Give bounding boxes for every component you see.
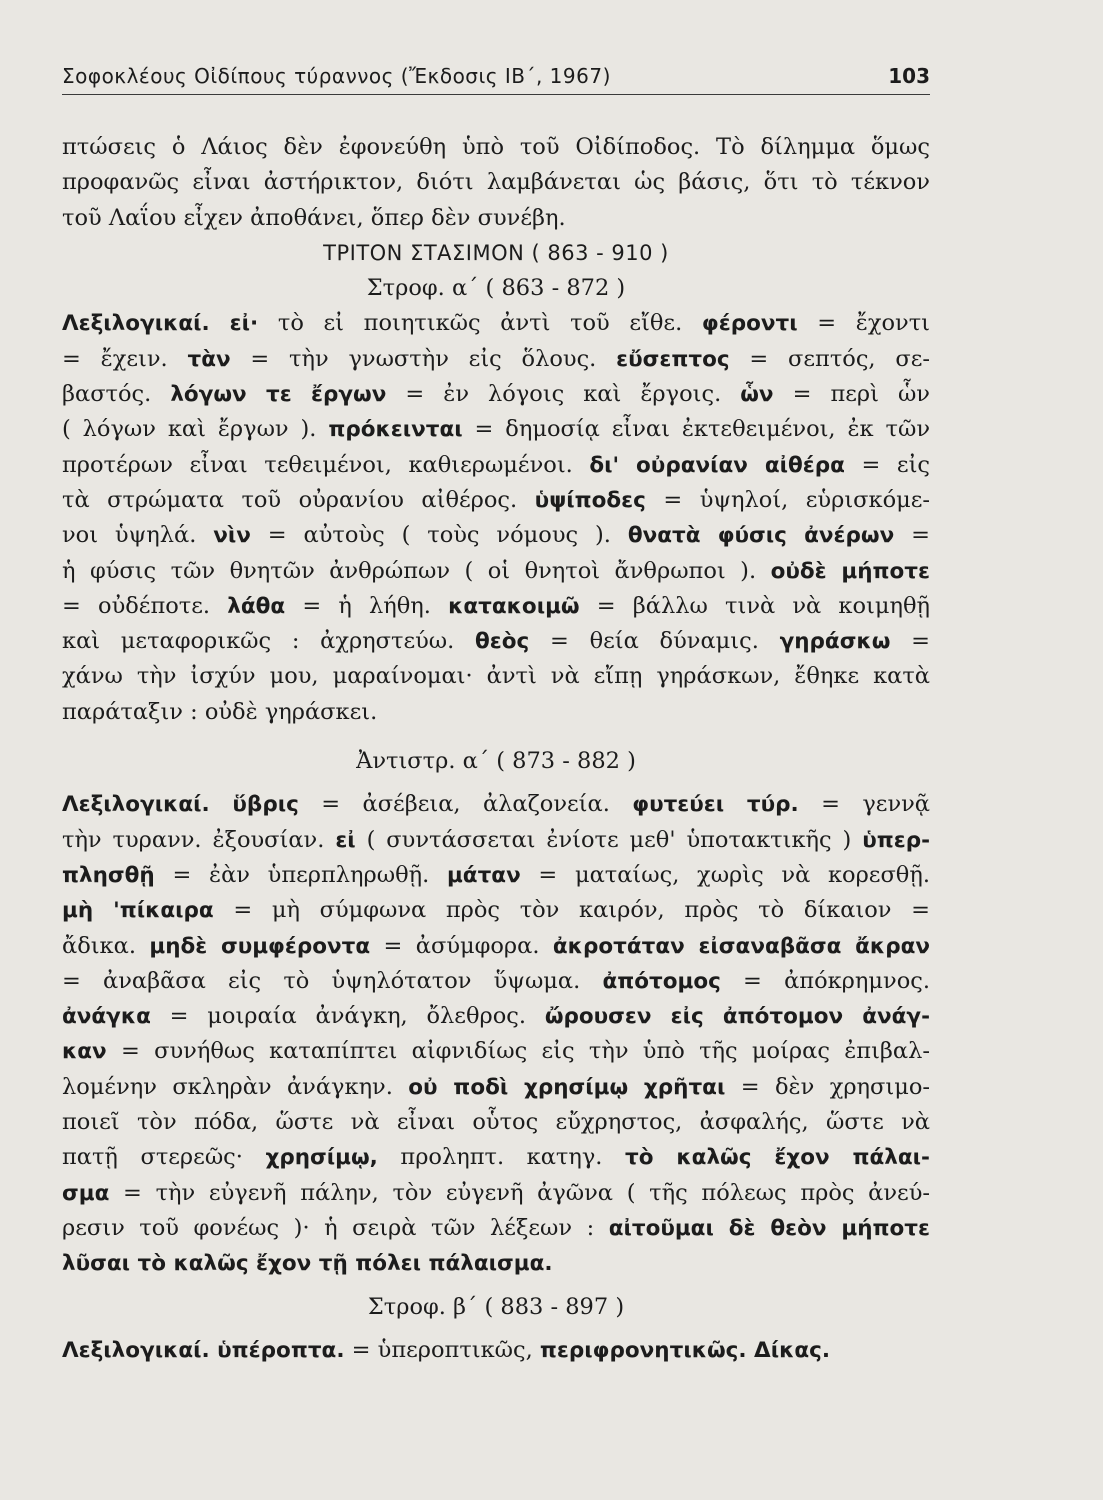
glossary-line — [62, 1176, 930, 1211]
gloss-text: = — [890, 628, 930, 655]
gloss-text: = ὑψηλοί, εὑρισκόμε- — [645, 486, 930, 513]
lemma: εἰ — [335, 827, 356, 853]
lemma: φυτεύει τύρ. — [632, 792, 799, 818]
lemma: ὧν — [740, 382, 774, 408]
glossary-line — [62, 483, 930, 518]
gloss-text: = ἡ λήθη. — [285, 592, 449, 619]
gloss-text: = σεπτός, σε- — [729, 345, 930, 372]
lemma: μάταν — [446, 862, 521, 888]
gloss-text: = ἐὰν ὑπερπληρωθῇ. — [154, 861, 447, 888]
glossary-line — [62, 624, 930, 659]
gloss-text: = μὴ σύμφωνα πρὸς τὸν καιρόν, πρὸς τὸ δίκαιον = — [213, 897, 930, 924]
glossary-line — [62, 377, 930, 412]
lemma: οὐδὲ μήποτε — [770, 558, 930, 584]
gloss-text: = ἐν λόγοις καὶ ἔργοις. — [386, 381, 741, 408]
glossary-line — [62, 695, 930, 730]
lemma: πρόκεινται — [328, 417, 463, 443]
gloss-text: βαστός. — [62, 381, 171, 408]
page-body — [62, 130, 930, 1368]
gloss-text: = ματαίως, χωρὶς νὰ κορεσθῇ. — [520, 861, 930, 888]
glossary-line — [62, 964, 930, 999]
gloss-text: ( συντάσσεται ἐνίοτε μεθ' ὑποτακτικῆς ) — [355, 826, 863, 853]
lemma: σμα — [62, 1180, 110, 1206]
gloss-text: = ἀναβᾶσα εἰς τὸ ὑψηλότατον ὕψωμα. — [62, 967, 603, 994]
gloss-text: παράταξιν : οὐδὲ γηράσκει. — [62, 698, 378, 725]
gloss-text: ποιεῖ τὸν πόδα, ὥστε νὰ εἶναι οὗτος εὔχρηστος, ἀσφαλής, ὥστε νὰ — [62, 1109, 930, 1136]
strophe-b-glossary — [62, 1333, 930, 1368]
glossary-line — [62, 893, 930, 928]
glossary-line — [62, 1246, 930, 1281]
lemma: χρησίμῳ, — [265, 1145, 378, 1171]
lemma: οὐ ποδὶ χρησίμῳ χρῆται — [408, 1074, 726, 1100]
lemma: Λεξιλογικαί. ὑπέροπτα. — [62, 1337, 345, 1363]
lemma: ἀκροτάταν εἰσαναβᾶσα ἄκραν — [552, 933, 930, 959]
lemma: ὤρουσεν εἰς ἀπότομον ἀνάγ- — [544, 1004, 930, 1030]
lemma: τὸ καλῶς ἔχον πάλαι- — [625, 1145, 930, 1171]
glossary-line — [62, 554, 930, 589]
gloss-text: = δημοσίᾳ εἶναι ἐκτεθειμένοι, ἐκ τῶν — [462, 416, 930, 443]
lemma: νὶν — [213, 523, 251, 549]
lemma: μηδὲ συμφέροντα — [149, 933, 371, 959]
stasimon-heading: ΤΡΙΤΟΝ ΣΤΑΣΙΜΟΝ ( 863 - 910 ) — [323, 240, 669, 265]
lemma: πλησθῇ — [62, 862, 155, 888]
glossary-line — [62, 659, 930, 694]
glossary-line — [62, 306, 930, 341]
gloss-text: = — [894, 522, 930, 549]
glossary-line — [62, 823, 930, 858]
gloss-text: χάνω τὴν ἰσχύν μου, μαραίνομαι· ἀντὶ νὰ εἴπῃ γηράσκων, ἔθηκε κατὰ — [62, 663, 930, 690]
section-heading: Ἀντιστρ. α΄ ( 873 - 882 ) — [356, 748, 636, 775]
gloss-text: = τὴν γνωστὴν εἰς ὅλους. — [230, 345, 617, 372]
gloss-text: = συνήθως καταπίπτει αἰφνιδίως εἰς τὴν ὑπὸ τῆς μοίρας ἐπιβαλ- — [106, 1038, 930, 1065]
glossary-line — [62, 1140, 930, 1175]
gloss-text: νοι ὑψηλά. — [62, 522, 214, 549]
gloss-text: = δὲν χρησιμο- — [725, 1073, 930, 1100]
text-line: πτώσεις ὁ Λάιος δὲν ἐφονεύθη ὑπὸ τοῦ Οἰδίποδος. Τὸ δίλημμα ὅμως — [62, 134, 930, 160]
gloss-text: τὰ στρώματα τοῦ οὐρανίου αἰθέρος. — [62, 486, 535, 513]
glossary-line — [62, 999, 930, 1034]
gloss-text: προτέρων εἶναι τεθειμένοι, καθιερωμένοι. — [62, 451, 590, 478]
gloss-text: = οὐδέποτε. — [62, 592, 228, 619]
gloss-text: ( λόγων καὶ ἔργων ). — [62, 416, 329, 443]
gloss-text: = περὶ ὧν — [773, 381, 930, 408]
gloss-text: πατῇ στερεῶς· — [62, 1144, 266, 1171]
section-heading: Στροφ. α΄ ( 863 - 872 ) — [366, 275, 626, 302]
glossary-line — [62, 1211, 930, 1246]
gloss-text: = θεία δύναμις. — [529, 628, 780, 655]
glossary-line — [62, 787, 930, 822]
lemma: λόγων τε ἔργων — [170, 382, 387, 408]
lemma: ἀπότομος — [602, 968, 721, 994]
gloss-text: ἄδικα. — [62, 932, 150, 959]
gloss-text: = τὴν εὐγενῆ πάλην, τὸν εὐγενῆ ἀγῶνα ( τῆς πόλεως πρὸς ἀνεύ- — [109, 1179, 930, 1206]
running-title: Σοφοκλέους Οἰδίπους τύραννος (Ἔκδοσις ΙΒ΄, 1967) — [62, 64, 611, 88]
gloss-text: καὶ μεταφορικῶς : ἀχρηστεύω. — [62, 628, 476, 655]
lemma: καν — [62, 1039, 107, 1065]
gloss-text: ρεσιν τοῦ φονέως )· ἡ σειρὰ τῶν λέξεων : — [62, 1214, 609, 1241]
gloss-text: ἡ φύσις τῶν θνητῶν ἀνθρώπων ( οἱ θνητοὶ ἄνθρωποι ). — [62, 557, 771, 584]
glossary-line — [62, 1034, 930, 1069]
gloss-text: = ὑπεροπτικῶς, — [344, 1336, 540, 1363]
glossary-line — [62, 412, 930, 447]
gloss-text: = βάλλω τινὰ νὰ κοιμηθῇ — [579, 592, 930, 619]
gloss-text: προληπτ. κατηγ. — [377, 1144, 626, 1171]
lemma: ἀνάγκα — [62, 1004, 151, 1030]
page-number: 103 — [888, 64, 930, 88]
lemma: θνατὰ φύσις ἀνέρων — [627, 523, 895, 549]
strophe-a-glossary — [62, 306, 930, 730]
gloss-text: = αὐτοὺς ( τοὺς νόμους ). — [250, 522, 628, 549]
gloss-text: = ἀσύμφορα. — [370, 932, 553, 959]
lemma: τὰν — [187, 346, 231, 372]
antistrophe-a-glossary — [62, 787, 930, 1281]
running-header — [62, 60, 930, 95]
gloss-text: = εἰς — [844, 451, 930, 478]
lemma: αἰτοῦμαι δὲ θεὸν μήποτε — [608, 1215, 930, 1241]
gloss-text: λομένην σκληρὰν ἀνάγκην. — [62, 1073, 409, 1100]
lemma: ὑψίποδες — [534, 487, 646, 513]
gloss-text: τὴν τυρανν. ἐξουσίαν. — [62, 826, 336, 853]
gloss-text: = ἔχοντι — [797, 310, 930, 337]
gloss-text: = γεννᾷ — [798, 791, 930, 818]
lemma: μὴ 'πίκαιρα — [62, 898, 214, 924]
lemma: ὑπερ- — [862, 827, 930, 853]
lemma: εὔσεπτος — [616, 346, 730, 372]
glossary-line — [62, 929, 930, 964]
lemma: λῦσαι τὸ καλῶς ἔχον τῇ πόλει πάλαισμα. — [62, 1251, 553, 1277]
gloss-text: τὸ εἰ ποιητικῶς ἀντὶ τοῦ εἴθε. — [258, 310, 702, 337]
lemma: περιφρονητικῶς. Δίκας. — [539, 1337, 831, 1363]
lemma: κατακοιμῶ — [448, 593, 580, 619]
glossary-line — [62, 448, 930, 483]
glossary-line — [62, 589, 930, 624]
lemma: λάθα — [227, 593, 286, 619]
gloss-text: = μοιραία ἀνάγκη, ὄλεθρος. — [150, 1003, 545, 1030]
glossary-line — [62, 858, 930, 893]
section-heading: Στροφ. β΄ ( 883 - 897 ) — [367, 1293, 625, 1320]
gloss-text: = ἔχειν. — [62, 345, 188, 372]
lemma: φέροντι — [701, 311, 798, 337]
gloss-text: = ἀσέβεια, ἀλαζονεία. — [298, 791, 633, 818]
lemma: Λεξιλογικαί. ὕβρις — [62, 792, 299, 818]
glossary-line — [62, 1070, 930, 1105]
glossary-line — [62, 342, 930, 377]
lemma: δι' οὐρανίαν αἰθέρα — [589, 452, 845, 478]
lemma: θεὸς — [475, 629, 530, 655]
glossary-line — [62, 1333, 930, 1368]
text-line: προφανῶς εἶναι ἀστήρικτον, διότι λαμβάνεται ὡς βάσις, ὅτι τὸ τέκνον — [62, 169, 930, 196]
text-line: τοῦ Λαΐου εἶχεν ἀποθάνει, ὅπερ δὲν συνέβη. — [62, 204, 566, 231]
gloss-text: = ἀπόκρημνος. — [720, 967, 930, 994]
glossary-line — [62, 1105, 930, 1140]
lemma: γηράσκω — [779, 629, 891, 655]
glossary-line — [62, 518, 930, 553]
lemma: Λεξιλογικαί. εἰ· — [62, 311, 259, 337]
